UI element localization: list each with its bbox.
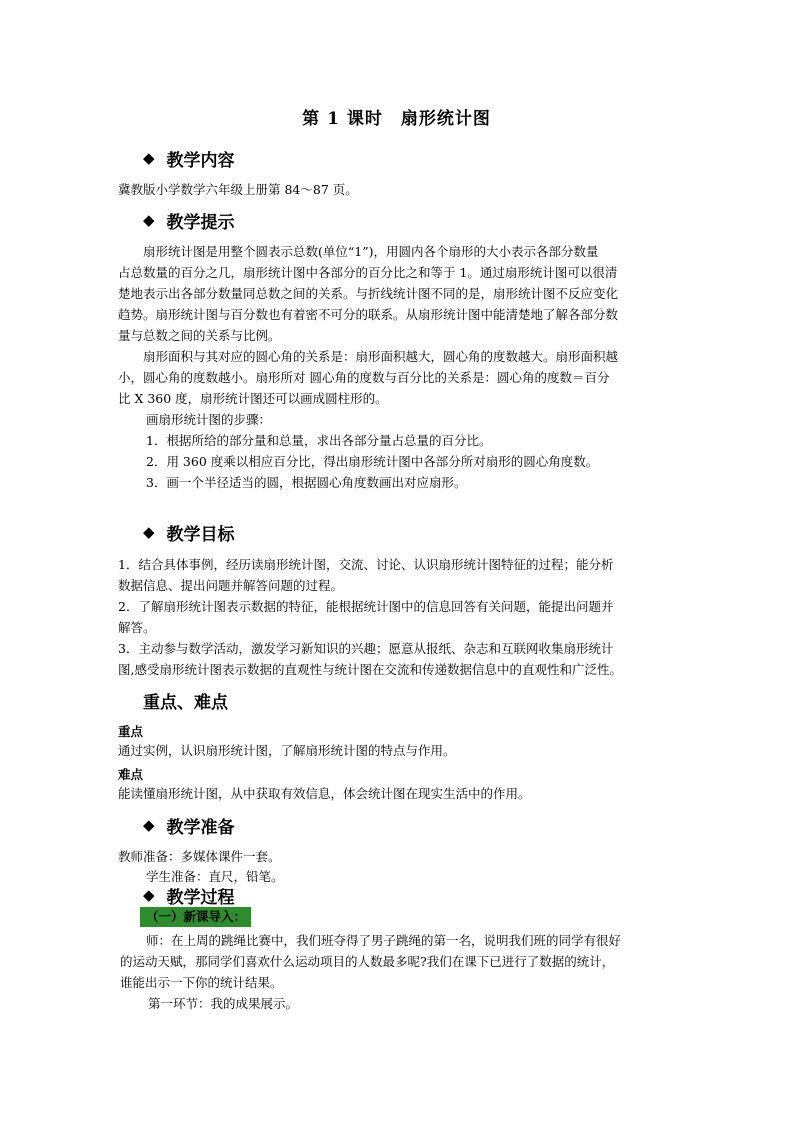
heading-content <box>143 146 235 170</box>
goals-line: 1．结合具体事例，经历读扇形统计图，交流、讨论、认识扇形统计图特征的过程；能分析 <box>118 557 614 572</box>
tips-line: 扇形统计图是用整个圆表示总数(单位“1”)，用圆内各个扇形的大小表示各部分数量 <box>143 244 599 259</box>
heading-text: 教学准备 <box>166 817 235 838</box>
key-text: 通过实例，认识扇形统计图，了解扇形统计图的特点与作用。 <box>118 743 456 758</box>
tips-line: 占总数量的百分之几，扇形统计图中各部分的百分比之和等于 1。通过扇形统计图可以很清 <box>118 265 618 280</box>
process-line: 谁能出示一下你的统计结果。 <box>120 975 283 990</box>
tips-line: 小，圆心角的度数越小。扇形所对 圆心角的度数与百分比的关系是：圆心角的度数＝百分 <box>118 370 610 385</box>
hard-text: 能读懂扇形统计图，从中获取有效信息，体会统计图在现实生活中的作用。 <box>118 786 531 801</box>
tips-line: 3．画一个半径适当的圆，根据圆心角度数画出对应扇形。 <box>146 475 467 490</box>
heading-tips <box>143 208 235 232</box>
key-label: 重点 <box>118 724 144 739</box>
tips-line: 2．用 360 度乘以相应百分比，得出扇形统计图中各部分所对扇形的圆心角度数。 <box>146 454 599 469</box>
heading-text: 教学内容 <box>166 150 235 171</box>
tips-line: 趋势。扇形统计图与百分数也有着密不可分的联系。从扇形统计图中能清楚地了解各部分数 <box>118 307 619 322</box>
hard-label: 难点 <box>118 767 144 782</box>
heading-text: 教学目标 <box>166 524 235 545</box>
diamond-icon: ◆ <box>143 816 155 834</box>
process-line: 的运动天赋，那同学们喜欢什么运动项目的人数最多呢?我们在课下已进行了数据的统计， <box>120 954 615 969</box>
tips-line: 比 X 360 度，扇形统计图还可以画成圆柱形的。 <box>118 391 388 406</box>
process-line: 第一环节：我的成果展示。 <box>148 996 299 1011</box>
heading-process <box>143 883 235 907</box>
heading-text: 重点、难点 <box>143 692 228 713</box>
heading-text: 教学提示 <box>166 212 235 233</box>
diamond-icon: ◆ <box>143 886 155 904</box>
prep-student: 学生准备：直尺，铅笔。 <box>146 869 284 884</box>
goals-line: 3．主动参与数学活动，激发学习新知识的兴趣；愿意从报纸、杂志和互联网收集扇形统计 <box>118 641 614 656</box>
tips-line: 量与总数之间的关系与比例。 <box>118 328 281 343</box>
goals-line: 解答。 <box>118 620 156 635</box>
heading-prep <box>143 813 235 837</box>
tips-line: 1．根据所给的部分量和总量，求出各部分量占总量的百分比。 <box>146 433 492 448</box>
diamond-icon: ◆ <box>143 211 155 229</box>
heading-text: 教学过程 <box>166 887 235 908</box>
goals-line: 数据信息、提出问题并解答问题的过程。 <box>118 578 344 593</box>
tips-line: 画扇形统计图的步骤： <box>146 412 272 427</box>
heading-key <box>143 688 228 712</box>
diamond-icon: ◆ <box>143 149 155 167</box>
goals-line: 2．了解扇形统计图表示数据的特征，能根据统计图中的信息回答有关问题，能提出问题并 <box>118 599 614 614</box>
page-title <box>0 104 793 129</box>
prep-teacher: 教师准备：多媒体课件一套。 <box>118 849 281 864</box>
lesson-topic: 扇形统计图 <box>400 109 491 129</box>
content-line: 冀教版小学数学六年级上册第 84～87 页。 <box>118 182 358 197</box>
tips-line: 楚地表示出各部分数量同总数之间的关系。与折线统计图不同的是，扇形统计图不反应变化 <box>118 286 619 301</box>
lesson-number: 第 1 课时 <box>302 109 383 129</box>
tips-line: 扇形面积与其对应的圆心角的关系是：扇形面积越大，圆心角的度数越大。扇形面积越 <box>143 349 619 364</box>
diamond-icon: ◆ <box>143 523 155 541</box>
intro-highlight: （一）新课导入： <box>140 907 251 927</box>
process-line: 师：在上周的跳绳比赛中，我们班夺得了男子跳绳的第一名，说明我们班的同学有很好 <box>146 933 622 948</box>
heading-goals <box>143 520 235 544</box>
goals-line: 图,感受扇形统计图表示数据的直观性与统计图在交流和传递数据信息中的直观性和广泛性。 <box>118 662 622 677</box>
